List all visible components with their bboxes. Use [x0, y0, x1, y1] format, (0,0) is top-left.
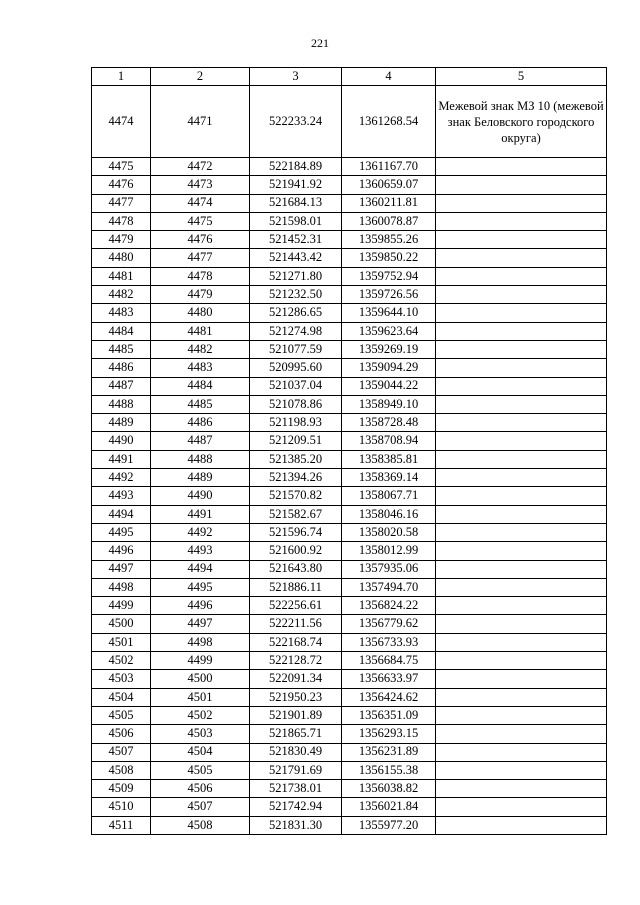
table-cell-col-5: [436, 158, 607, 176]
table-cell-col-4: 1356684.75: [342, 652, 436, 670]
table-cell-col-4: 1361268.54: [342, 86, 436, 158]
table-cell-col-3: 522168.74: [250, 633, 342, 651]
table-cell-col-5: [436, 542, 607, 560]
table-cell-col-5: [436, 505, 607, 523]
table-cell-col-5: [436, 414, 607, 432]
table-row: [92, 523, 607, 541]
table-cell-col-2: 4491: [151, 505, 250, 523]
table-cell-col-1: 4485: [92, 340, 151, 358]
table-cell-col-2: 4486: [151, 414, 250, 432]
table-cell-col-2: 4479: [151, 286, 250, 304]
table-cell-col-2: 4489: [151, 469, 250, 487]
table-cell-col-1: 4502: [92, 652, 151, 670]
table-row: [92, 615, 607, 633]
table-cell-col-3: 521791.69: [250, 761, 342, 779]
table-cell-col-5: [436, 340, 607, 358]
table-row: [92, 322, 607, 340]
table-cell-col-3: 521271.80: [250, 267, 342, 285]
table-cell-col-5: [436, 725, 607, 743]
table-cell-col-4: 1359850.22: [342, 249, 436, 267]
table-cell-col-5: [436, 560, 607, 578]
table-cell-col-4: 1357494.70: [342, 578, 436, 596]
table-cell-col-1: 4489: [92, 414, 151, 432]
table-cell-col-4: 1361167.70: [342, 158, 436, 176]
table-cell-col-4: 1359094.29: [342, 359, 436, 377]
table-cell-col-1: 4500: [92, 615, 151, 633]
table-row: [92, 231, 607, 249]
table-row: [92, 86, 607, 158]
table-cell-col-5: Межевой знак МЗ 10 (межевой знак Беловского городского округа): [436, 86, 607, 158]
table-cell-col-5: [436, 487, 607, 505]
table-cell-col-1: 4507: [92, 743, 151, 761]
table-cell-col-2: 4482: [151, 340, 250, 358]
table-row: [92, 578, 607, 596]
table-cell-col-2: 4500: [151, 670, 250, 688]
table-cell-col-1: 4510: [92, 798, 151, 816]
table-cell-col-2: 4472: [151, 158, 250, 176]
table-cell-col-5: [436, 212, 607, 230]
table-cell-col-4: 1356351.09: [342, 706, 436, 724]
table-cell-col-2: 4487: [151, 432, 250, 450]
table-cell-col-5: [436, 597, 607, 615]
table-row: [92, 304, 607, 322]
table-cell-col-5: [436, 688, 607, 706]
table-row: [92, 633, 607, 651]
table-cell-col-2: 4496: [151, 597, 250, 615]
table-cell-col-2: 4488: [151, 450, 250, 468]
table-cell-col-2: 4471: [151, 86, 250, 158]
table-cell-col-5: [436, 194, 607, 212]
table-cell-col-3: 521738.01: [250, 780, 342, 798]
header-col-1: 1: [92, 68, 151, 86]
table-cell-col-3: 521886.11: [250, 578, 342, 596]
table-cell-col-5: [436, 652, 607, 670]
table-cell-col-2: 4495: [151, 578, 250, 596]
table-cell-col-4: 1355977.20: [342, 816, 436, 834]
table-row: [92, 432, 607, 450]
table-cell-col-5: [436, 395, 607, 413]
table-cell-col-2: 4476: [151, 231, 250, 249]
table-row: [92, 816, 607, 834]
table-cell-col-2: 4505: [151, 761, 250, 779]
table-cell-col-2: 4485: [151, 395, 250, 413]
page-number: 221: [311, 36, 329, 50]
table-cell-col-4: 1358949.10: [342, 395, 436, 413]
table-row: [92, 176, 607, 194]
table-cell-col-2: 4507: [151, 798, 250, 816]
table-cell-col-3: 521830.49: [250, 743, 342, 761]
table-cell-col-4: 1359269.19: [342, 340, 436, 358]
table-cell-col-1: 4493: [92, 487, 151, 505]
table-cell-col-4: 1356424.62: [342, 688, 436, 706]
table-row: [92, 542, 607, 560]
table-cell-col-2: 4484: [151, 377, 250, 395]
table-cell-col-3: 521037.04: [250, 377, 342, 395]
table-cell-col-3: 521198.93: [250, 414, 342, 432]
table-cell-col-2: 4490: [151, 487, 250, 505]
table-cell-col-1: 4482: [92, 286, 151, 304]
table-cell-col-4: 1359044.22: [342, 377, 436, 395]
table-row: [92, 505, 607, 523]
table-cell-col-5: [436, 322, 607, 340]
table-cell-col-2: 4492: [151, 523, 250, 541]
table-cell-col-2: 4502: [151, 706, 250, 724]
table-cell-col-3: 522091.34: [250, 670, 342, 688]
table-row: [92, 377, 607, 395]
table-cell-col-1: 4509: [92, 780, 151, 798]
table-cell-col-1: 4503: [92, 670, 151, 688]
table-cell-col-5: [436, 377, 607, 395]
table-cell-col-5: [436, 450, 607, 468]
table-cell-col-1: 4487: [92, 377, 151, 395]
table-cell-col-3: 521078.86: [250, 395, 342, 413]
table-cell-col-5: [436, 176, 607, 194]
table-header: [92, 68, 607, 86]
table-cell-col-2: 4474: [151, 194, 250, 212]
table-cell-col-3: 522128.72: [250, 652, 342, 670]
table-row: [92, 359, 607, 377]
table-cell-col-5: [436, 267, 607, 285]
table-row: [92, 743, 607, 761]
table-cell-col-4: 1356293.15: [342, 725, 436, 743]
table-cell-col-2: 4503: [151, 725, 250, 743]
table-cell-col-2: 4483: [151, 359, 250, 377]
table-cell-col-4: 1358369.14: [342, 469, 436, 487]
table-cell-col-2: 4497: [151, 615, 250, 633]
table-cell-col-5: [436, 615, 607, 633]
table-cell-col-1: 4505: [92, 706, 151, 724]
table-cell-col-2: 4480: [151, 304, 250, 322]
table-cell-col-3: 521600.92: [250, 542, 342, 560]
table-cell-col-1: 4498: [92, 578, 151, 596]
table-row: [92, 469, 607, 487]
table-cell-col-3: 520995.60: [250, 359, 342, 377]
table-row: [92, 286, 607, 304]
table-row: [92, 249, 607, 267]
table-row: [92, 340, 607, 358]
table-cell-col-4: 1359855.26: [342, 231, 436, 249]
table-cell-col-5: [436, 304, 607, 322]
table-cell-col-2: 4494: [151, 560, 250, 578]
table-cell-col-3: 521596.74: [250, 523, 342, 541]
table-cell-col-3: 521274.98: [250, 322, 342, 340]
table-cell-col-3: 521385.20: [250, 450, 342, 468]
table-cell-col-5: [436, 780, 607, 798]
table-cell-col-2: 4477: [151, 249, 250, 267]
table-row: [92, 761, 607, 779]
table-cell-col-5: [436, 231, 607, 249]
table-cell-col-5: [436, 432, 607, 450]
table-cell-col-4: 1360211.81: [342, 194, 436, 212]
table-cell-col-4: 1358067.71: [342, 487, 436, 505]
table-cell-col-1: 4477: [92, 194, 151, 212]
table-row: [92, 725, 607, 743]
header-col-4: 4: [342, 68, 436, 86]
table-cell-col-3: 521901.89: [250, 706, 342, 724]
table-cell-col-2: 4493: [151, 542, 250, 560]
table-cell-col-4: 1358708.94: [342, 432, 436, 450]
table-cell-col-3: 521865.71: [250, 725, 342, 743]
table-cell-col-4: 1359644.10: [342, 304, 436, 322]
table-cell-col-1: 4476: [92, 176, 151, 194]
table-cell-col-5: [436, 286, 607, 304]
table-cell-col-2: 4508: [151, 816, 250, 834]
table-cell-col-4: 1359752.94: [342, 267, 436, 285]
table-row: [92, 652, 607, 670]
table-cell-col-1: 4496: [92, 542, 151, 560]
table-cell-col-4: 1356038.82: [342, 780, 436, 798]
table-cell-col-2: 4475: [151, 212, 250, 230]
table-cell-col-3: 521941.92: [250, 176, 342, 194]
table-cell-col-3: 521443.42: [250, 249, 342, 267]
table-cell-col-5: [436, 761, 607, 779]
table-cell-col-1: 4508: [92, 761, 151, 779]
table-cell-col-4: 1356155.38: [342, 761, 436, 779]
table-cell-col-3: 521582.67: [250, 505, 342, 523]
table-row: [92, 780, 607, 798]
table-cell-col-4: 1358012.99: [342, 542, 436, 560]
table-cell-col-5: [436, 816, 607, 834]
table-cell-col-5: [436, 469, 607, 487]
table-cell-col-3: 521394.26: [250, 469, 342, 487]
table-cell-col-3: 521598.01: [250, 212, 342, 230]
table-cell-col-1: 4491: [92, 450, 151, 468]
table-cell-col-4: 1356021.84: [342, 798, 436, 816]
table-row: [92, 194, 607, 212]
table-cell-col-2: 4478: [151, 267, 250, 285]
table-row: [92, 395, 607, 413]
table-cell-col-3: 522211.56: [250, 615, 342, 633]
table-cell-col-3: 521077.59: [250, 340, 342, 358]
header-col-5: 5: [436, 68, 607, 86]
table-cell-col-4: 1358020.58: [342, 523, 436, 541]
table-cell-col-1: 4499: [92, 597, 151, 615]
table-row: [92, 798, 607, 816]
table-cell-col-5: [436, 523, 607, 541]
table-cell-col-1: 4511: [92, 816, 151, 834]
table-cell-col-4: 1358728.48: [342, 414, 436, 432]
table-cell-col-4: 1356231.89: [342, 743, 436, 761]
table-cell-col-1: 4486: [92, 359, 151, 377]
table-cell-col-5: [436, 743, 607, 761]
table-cell-col-3: 521452.31: [250, 231, 342, 249]
table-cell-col-3: 521684.13: [250, 194, 342, 212]
table-cell-col-4: 1358385.81: [342, 450, 436, 468]
table-cell-col-3: 521232.50: [250, 286, 342, 304]
table-row: [92, 688, 607, 706]
table-cell-col-4: 1356633.97: [342, 670, 436, 688]
table-cell-col-1: 4484: [92, 322, 151, 340]
table-row: [92, 212, 607, 230]
table-cell-col-2: 4504: [151, 743, 250, 761]
table-cell-col-1: 4494: [92, 505, 151, 523]
table-cell-col-1: 4478: [92, 212, 151, 230]
table-cell-col-4: 1357935.06: [342, 560, 436, 578]
table-cell-col-3: 522184.89: [250, 158, 342, 176]
coordinates-table: [91, 67, 607, 835]
table-cell-col-4: 1359623.64: [342, 322, 436, 340]
table-row: [92, 487, 607, 505]
table-cell-col-1: 4501: [92, 633, 151, 651]
table-cell-col-4: 1356733.93: [342, 633, 436, 651]
table-cell-col-3: 521209.51: [250, 432, 342, 450]
table-cell-col-1: 4488: [92, 395, 151, 413]
table-cell-col-1: 4506: [92, 725, 151, 743]
header-row: [92, 68, 607, 86]
table-row: [92, 267, 607, 285]
table-cell-col-3: 521643.80: [250, 560, 342, 578]
table-cell-col-4: 1356824.22: [342, 597, 436, 615]
table-cell-col-5: [436, 359, 607, 377]
table-row: [92, 670, 607, 688]
table-cell-col-5: [436, 578, 607, 596]
table-cell-col-1: 4483: [92, 304, 151, 322]
table-cell-col-5: [436, 670, 607, 688]
table-row: [92, 597, 607, 615]
table-cell-col-3: 521286.65: [250, 304, 342, 322]
table-cell-col-5: [436, 798, 607, 816]
table-cell-col-1: 4474: [92, 86, 151, 158]
table-cell-col-4: 1356779.62: [342, 615, 436, 633]
table-cell-col-5: [436, 706, 607, 724]
table-row: [92, 158, 607, 176]
table-cell-col-2: 4473: [151, 176, 250, 194]
table-row: [92, 450, 607, 468]
table-cell-col-2: 4499: [151, 652, 250, 670]
table-cell-col-4: 1360078.87: [342, 212, 436, 230]
table-cell-col-3: 521831.30: [250, 816, 342, 834]
table-cell-col-2: 4506: [151, 780, 250, 798]
table-row: [92, 706, 607, 724]
table-row: [92, 414, 607, 432]
table-cell-col-1: 4481: [92, 267, 151, 285]
table-cell-col-1: 4490: [92, 432, 151, 450]
table-cell-col-1: 4495: [92, 523, 151, 541]
table-cell-col-2: 4501: [151, 688, 250, 706]
table-cell-col-3: 521570.82: [250, 487, 342, 505]
table-cell-col-1: 4479: [92, 231, 151, 249]
table-body: [92, 86, 607, 835]
table-cell-col-1: 4492: [92, 469, 151, 487]
table-cell-col-5: [436, 633, 607, 651]
table-cell-col-3: 521950.23: [250, 688, 342, 706]
table-cell-col-4: 1360659.07: [342, 176, 436, 194]
table-cell-col-5: [436, 249, 607, 267]
table-cell-col-1: 4475: [92, 158, 151, 176]
table-row: [92, 560, 607, 578]
table-cell-col-3: 522233.24: [250, 86, 342, 158]
table-cell-col-3: 522256.61: [250, 597, 342, 615]
table-cell-col-4: 1359726.56: [342, 286, 436, 304]
table-cell-col-2: 4498: [151, 633, 250, 651]
table-cell-col-3: 521742.94: [250, 798, 342, 816]
header-col-2: 2: [151, 68, 250, 86]
table-cell-col-1: 4504: [92, 688, 151, 706]
table-cell-col-4: 1358046.16: [342, 505, 436, 523]
table-cell-col-1: 4480: [92, 249, 151, 267]
header-col-3: 3: [250, 68, 342, 86]
table-cell-col-1: 4497: [92, 560, 151, 578]
table-cell-col-2: 4481: [151, 322, 250, 340]
